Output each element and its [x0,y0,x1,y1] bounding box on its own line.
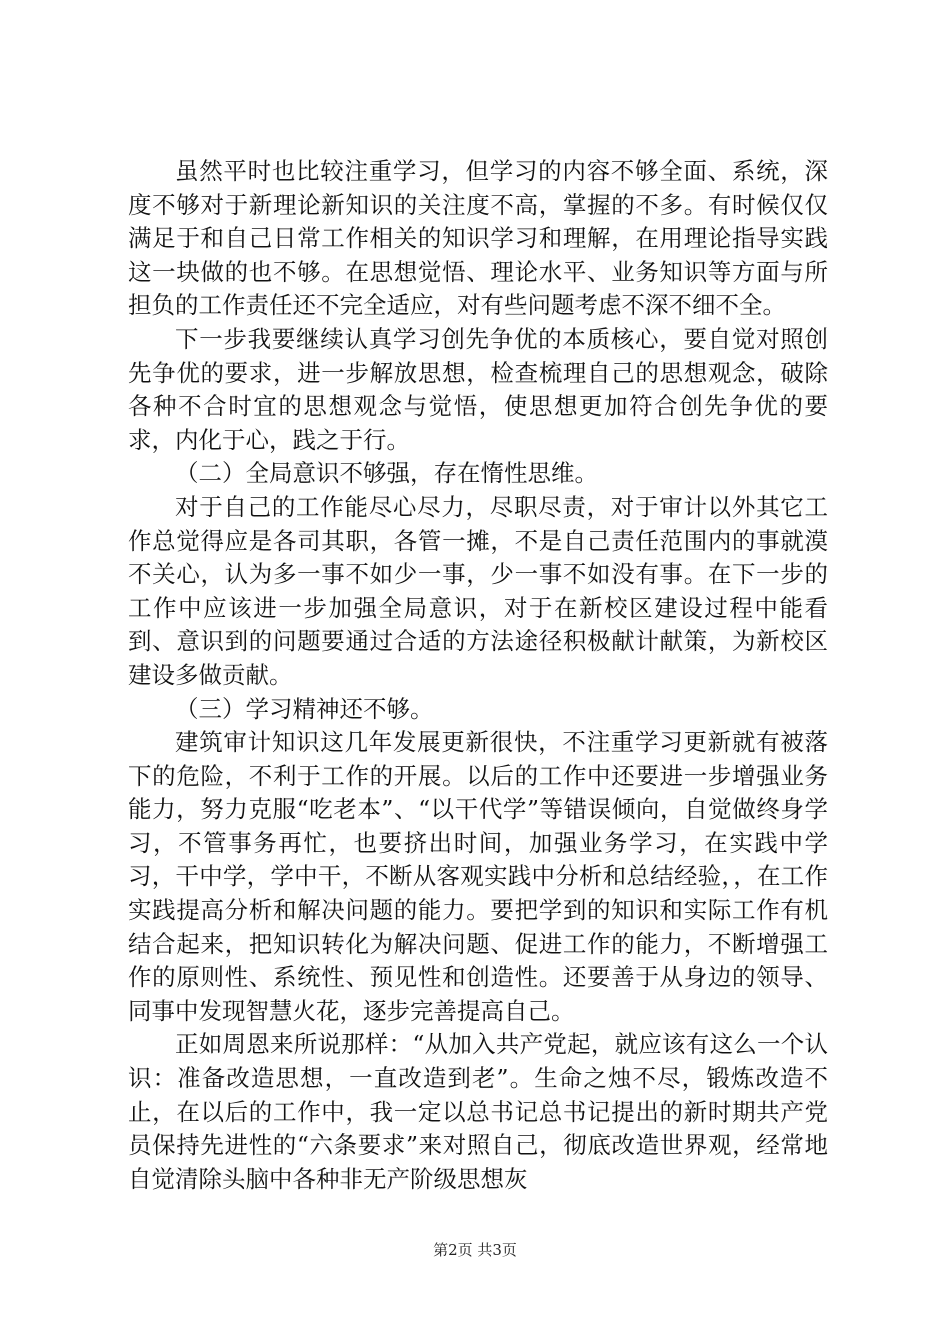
paragraph-study-depth: 虽然平时也比较注重学习，但学习的内容不够全面、系统，深度不够对于新理论新知识的关注度不高，掌握的不多。有时候仅仅满足于和自己日常工作相关的知识学习和理解，在用理论指导实践这一块做的也不够。在思想觉悟、理论水平、业务知识等方面与所担负的工作责任还不完全适应，对有些问题考虑不深不细不全。 [128,157,828,320]
section-heading-3: （三）学习精神还不够。 [175,694,434,723]
page-footer: 第2页 共3页 [433,1241,517,1259]
paragraph-learning-spirit: 建筑审计知识这几年发展更新很快，不注重学习更新就有被落下的危险，不利于工作的开展。以后的工作中还要进一步增强业务能力，努力克服“吃老本”、“以干代学”等错误倾向，自觉做终身学习，不管事务再忙，也要挤出时间，加强业务学习，在实践中学习，干中学，学中干，不断从客观实践中分析和总结经验，，在工作实践提高分析和解决问题的能力。要把学到的知识和实际工作有机结合起来，把知识转化为解决问题、促进工作的能力，不断增强工作的原则性、系统性、预见性和创造性。还要善于从身边的领导、同事中发现智慧火花，逐步完善提高自己。 [128,728,828,1025]
paragraph-next-step: 下一步我要继续认真学习创先争优的本质核心，要自觉对照创先争优的要求，进一步解放思想，检查梳理自己的思想观念，破除各种不合时宜的思想观念与觉悟，使思想更加符合创先争优的要求，内化于心，践之于行。 [128,324,828,454]
paragraph-zhou-enlai-quote: 正如周恩来所说那样：“从加入共产党起，就应该有这么一个认识：准备改造思想，一直改造到老”。生命之烛不尽，锻炼改造不止，在以后的工作中，我一定以总书记总书记提出的新时期共产党员保持先进性的“六条要求”来对照自己，彻底改造世界观，经常地自觉清除头脑中各种非无产阶级思想灰 [128,1030,828,1193]
section-heading-2: （二）全局意识不够强，存在惰性思维。 [175,459,598,488]
document-body [128,155,828,1196]
paragraph-overall-awareness: 对于自己的工作能尽心尽力，尽职尽责，对于审计以外其它工作总觉得应是各司其职，各管一摊，不是自己责任范围内的事就漠不关心，认为多一事不如少一事，少一事不如没有事。在下一步的工作中应该进一步加强全局意识，对于在新校区建设过程中能看到、意识到的问题要通过合适的方法途径积极献计献策，为新校区建设多做贡献。 [128,492,828,689]
